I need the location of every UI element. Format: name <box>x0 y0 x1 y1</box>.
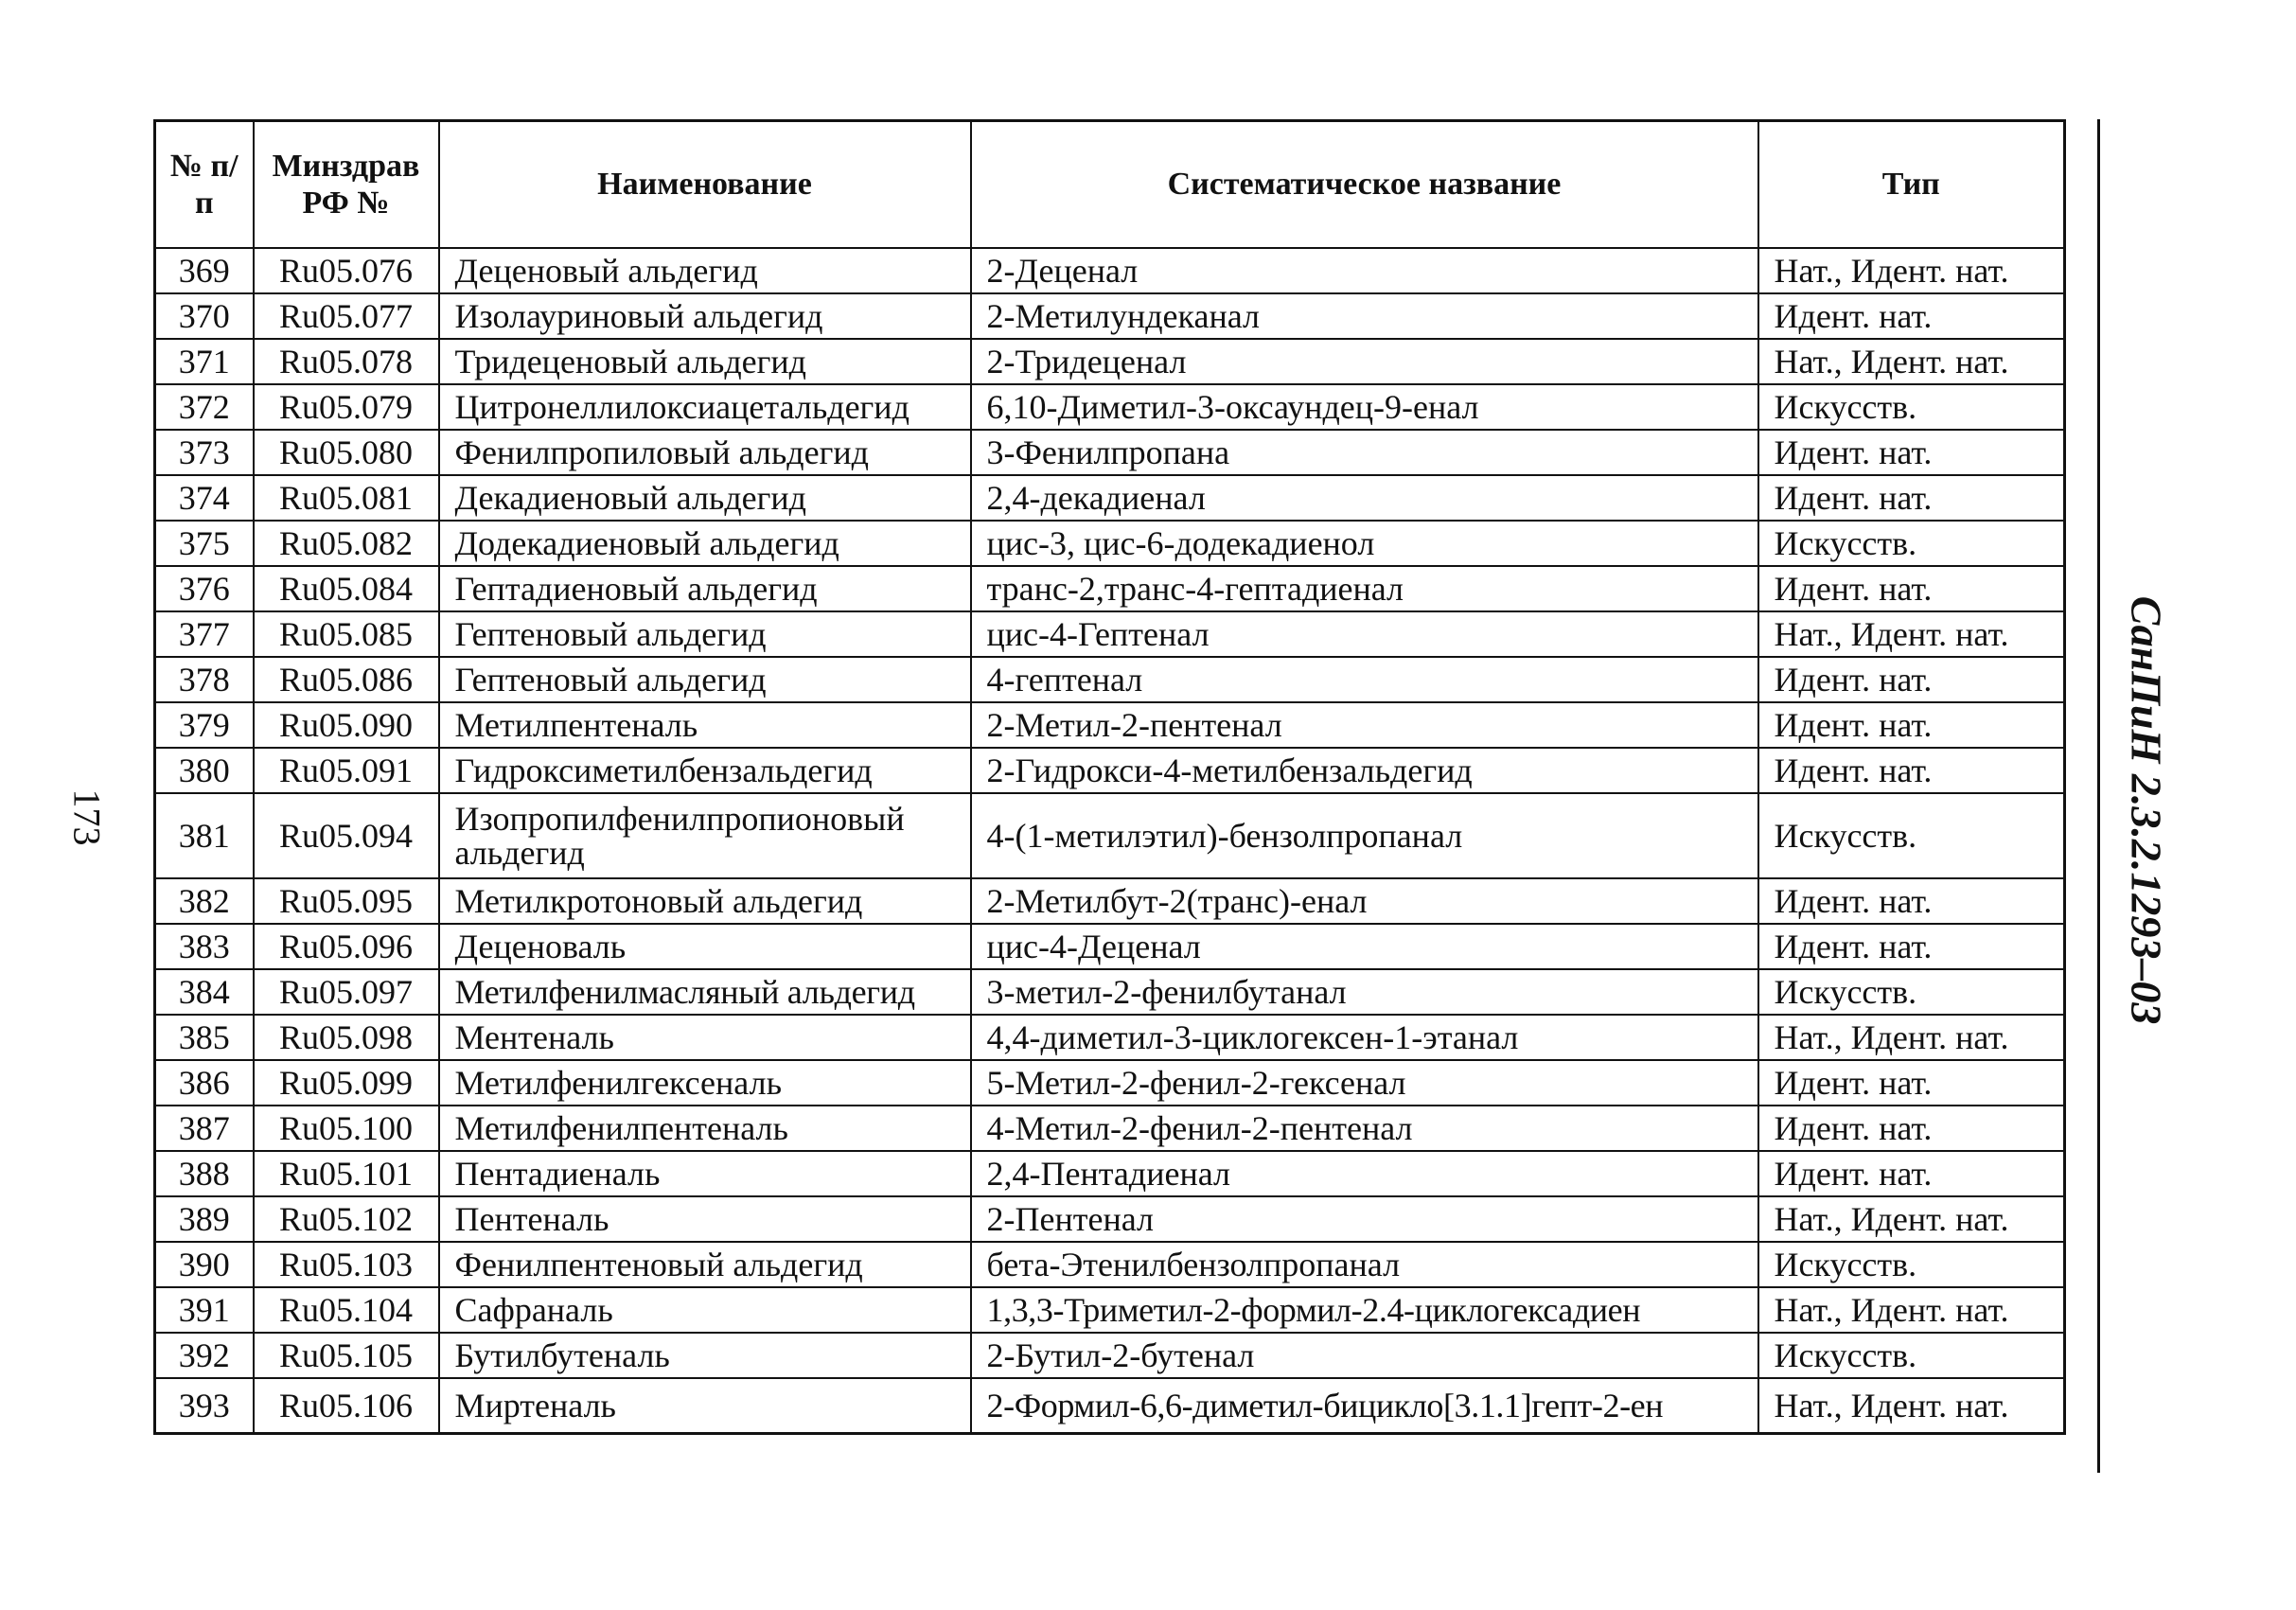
cell-type: Идент. нат. <box>1758 430 2065 475</box>
cell-id: Ru05.086 <box>254 657 439 702</box>
cell-id: Ru05.102 <box>254 1196 439 1242</box>
cell-systematic: 3-Фенилпропана <box>971 430 1758 475</box>
cell-name: Гептеновый альдегид <box>439 611 971 657</box>
cell-name: Метилфенилгексеналь <box>439 1060 971 1106</box>
cell-name: Фенилпропиловый альдегид <box>439 430 971 475</box>
cell-systematic: 2-Тридеценал <box>971 339 1758 384</box>
cell-num: 371 <box>155 339 254 384</box>
cell-num: 389 <box>155 1196 254 1242</box>
cell-num: 379 <box>155 702 254 748</box>
cell-num: 386 <box>155 1060 254 1106</box>
cell-systematic: цис-4-Деценал <box>971 924 1758 969</box>
cell-type: Искусств. <box>1758 384 2065 430</box>
table-row <box>155 339 2065 384</box>
cell-name: Сафраналь <box>439 1287 971 1333</box>
cell-systematic: 4-Метил-2-фенил-2-пентенал <box>971 1106 1758 1151</box>
cell-id: Ru05.081 <box>254 475 439 521</box>
cell-type: Идент. нат. <box>1758 924 2065 969</box>
substances-table <box>153 119 2066 1435</box>
cell-num: 369 <box>155 248 254 293</box>
header-name: Наименование <box>439 121 971 249</box>
cell-type: Идент. нат. <box>1758 1106 2065 1151</box>
cell-systematic: 1,3,3-Триметил-2-формил-2.4-циклогексадиен <box>971 1287 1758 1333</box>
cell-type: Искусств. <box>1758 969 2065 1015</box>
cell-name: Метилфенилпентеналь <box>439 1106 971 1151</box>
cell-systematic: 2,4-Пентадиенал <box>971 1151 1758 1196</box>
table-header-row <box>155 121 2065 249</box>
table-row <box>155 1106 2065 1151</box>
table-row <box>155 248 2065 293</box>
table-row <box>155 878 2065 924</box>
cell-systematic: 4-гептенал <box>971 657 1758 702</box>
cell-num: 384 <box>155 969 254 1015</box>
cell-num: 372 <box>155 384 254 430</box>
cell-name: Пентеналь <box>439 1196 971 1242</box>
cell-num: 383 <box>155 924 254 969</box>
cell-name: Пентадиеналь <box>439 1151 971 1196</box>
cell-id: Ru05.095 <box>254 878 439 924</box>
cell-systematic: 2-Бутил-2-бутенал <box>971 1333 1758 1378</box>
table-row <box>155 657 2065 702</box>
cell-id: Ru05.103 <box>254 1242 439 1287</box>
cell-id: Ru05.100 <box>254 1106 439 1151</box>
table-row <box>155 293 2065 339</box>
cell-name: Бутилбутеналь <box>439 1333 971 1378</box>
cell-name: Тридеценовый альдегид <box>439 339 971 384</box>
cell-name: Изопропилфенилпропионовый альдегид <box>439 793 971 878</box>
cell-num: 391 <box>155 1287 254 1333</box>
cell-id: Ru05.099 <box>254 1060 439 1106</box>
cell-systematic: 2-Формил-6,6-диметил-бицикло[3.1.1]гепт-2-ен <box>971 1378 1758 1434</box>
cell-type: Идент. нат. <box>1758 566 2065 611</box>
table-row <box>155 1060 2065 1106</box>
cell-name: Гептадиеновый альдегид <box>439 566 971 611</box>
running-title-text: СанПиН 2.3.2.1293–03 <box>2122 595 2171 1025</box>
cell-num: 374 <box>155 475 254 521</box>
cell-name: Изолауриновый альдегид <box>439 293 971 339</box>
cell-name: Декадиеновый альдегид <box>439 475 971 521</box>
cell-name: Ментеналь <box>439 1015 971 1060</box>
cell-name: Цитронеллилоксиацетальдегид <box>439 384 971 430</box>
cell-name: Фенилпентеновый альдегид <box>439 1242 971 1287</box>
cell-type: Идент. нат. <box>1758 293 2065 339</box>
cell-num: 393 <box>155 1378 254 1434</box>
cell-id: Ru05.090 <box>254 702 439 748</box>
cell-id: Ru05.097 <box>254 969 439 1015</box>
cell-id: Ru05.077 <box>254 293 439 339</box>
cell-type: Нат., Идент. нат. <box>1758 248 2065 293</box>
cell-name: Метилпентеналь <box>439 702 971 748</box>
cell-systematic: 2-Деценал <box>971 248 1758 293</box>
cell-systematic: цис-4-Гептенал <box>971 611 1758 657</box>
table-row <box>155 924 2065 969</box>
cell-num: 373 <box>155 430 254 475</box>
cell-id: Ru05.094 <box>254 793 439 878</box>
header-minzdrav: Минздрав РФ № <box>254 121 439 249</box>
cell-systematic: бета-Этенилбензолпропанал <box>971 1242 1758 1287</box>
cell-type: Идент. нат. <box>1758 1060 2065 1106</box>
cell-id: Ru05.106 <box>254 1378 439 1434</box>
cell-id: Ru05.084 <box>254 566 439 611</box>
cell-id: Ru05.076 <box>254 248 439 293</box>
cell-systematic: 2-Пентенал <box>971 1196 1758 1242</box>
table-row <box>155 430 2065 475</box>
header-num: № п/п <box>155 121 254 249</box>
cell-num: 375 <box>155 521 254 566</box>
cell-name: Деценовый альдегид <box>439 248 971 293</box>
cell-type: Идент. нат. <box>1758 475 2065 521</box>
cell-id: Ru05.098 <box>254 1015 439 1060</box>
cell-type: Искусств. <box>1758 521 2065 566</box>
cell-name: Гептеновый альдегид <box>439 657 971 702</box>
cell-name: Миртеналь <box>439 1378 971 1434</box>
page-number: 173 <box>65 788 109 846</box>
table-row <box>155 611 2065 657</box>
cell-systematic: 4-(1-метилэтил)-бензолпропанал <box>971 793 1758 878</box>
cell-type: Искусств. <box>1758 1333 2065 1378</box>
cell-id: Ru05.091 <box>254 748 439 793</box>
cell-num: 390 <box>155 1242 254 1287</box>
table-row <box>155 1287 2065 1333</box>
cell-type: Нат., Идент. нат. <box>1758 1287 2065 1333</box>
table-row <box>155 384 2065 430</box>
cell-systematic: 2-Гидрокси-4-метилбензальдегид <box>971 748 1758 793</box>
cell-num: 381 <box>155 793 254 878</box>
table-row <box>155 1333 2065 1378</box>
cell-type: Идент. нат. <box>1758 748 2065 793</box>
cell-type: Нат., Идент. нат. <box>1758 1015 2065 1060</box>
cell-type: Нат., Идент. нат. <box>1758 1196 2065 1242</box>
header-systematic: Систематическое название <box>971 121 1758 249</box>
cell-systematic: 6,10-Диметил-3-оксаундец-9-енал <box>971 384 1758 430</box>
cell-num: 376 <box>155 566 254 611</box>
cell-systematic: 2,4-декадиенал <box>971 475 1758 521</box>
cell-id: Ru05.101 <box>254 1151 439 1196</box>
table-row <box>155 702 2065 748</box>
table-row <box>155 566 2065 611</box>
cell-id: Ru05.079 <box>254 384 439 430</box>
cell-id: Ru05.104 <box>254 1287 439 1333</box>
cell-id: Ru05.082 <box>254 521 439 566</box>
table-row <box>155 793 2065 878</box>
cell-type: Искусств. <box>1758 1242 2065 1287</box>
table-row <box>155 1242 2065 1287</box>
cell-systematic: транс-2,транс-4-гептадиенал <box>971 566 1758 611</box>
cell-systematic: 3-метил-2-фенилбутанал <box>971 969 1758 1015</box>
cell-type: Идент. нат. <box>1758 1151 2065 1196</box>
cell-num: 380 <box>155 748 254 793</box>
table-row <box>155 475 2065 521</box>
cell-num: 385 <box>155 1015 254 1060</box>
cell-systematic: цис-3, цис-6-додекадиенол <box>971 521 1758 566</box>
cell-name: Гидроксиметилбензальдегид <box>439 748 971 793</box>
cell-type: Идент. нат. <box>1758 657 2065 702</box>
cell-type: Идент. нат. <box>1758 878 2065 924</box>
table-row <box>155 1015 2065 1060</box>
table-row <box>155 1378 2065 1434</box>
cell-name: Метилфенилмасляный альдегид <box>439 969 971 1015</box>
table-row <box>155 969 2065 1015</box>
cell-id: Ru05.085 <box>254 611 439 657</box>
cell-name: Додекадиеновый альдегид <box>439 521 971 566</box>
cell-type: Нат., Идент. нат. <box>1758 339 2065 384</box>
cell-num: 382 <box>155 878 254 924</box>
cell-num: 377 <box>155 611 254 657</box>
cell-id: Ru05.078 <box>254 339 439 384</box>
cell-type: Нат., Идент. нат. <box>1758 1378 2065 1434</box>
cell-name: Деценоваль <box>439 924 971 969</box>
cell-num: 378 <box>155 657 254 702</box>
cell-id: Ru05.105 <box>254 1333 439 1378</box>
cell-systematic: 2-Метилбут-2(транс)-енал <box>971 878 1758 924</box>
table-row <box>155 748 2065 793</box>
table-row <box>155 1151 2065 1196</box>
cell-type: Нат., Идент. нат. <box>1758 611 2065 657</box>
cell-id: Ru05.080 <box>254 430 439 475</box>
cell-systematic: 2-Метил-2-пентенал <box>971 702 1758 748</box>
cell-num: 388 <box>155 1151 254 1196</box>
cell-num: 392 <box>155 1333 254 1378</box>
table-row <box>155 521 2065 566</box>
cell-systematic: 2-Метилундеканал <box>971 293 1758 339</box>
cell-type: Идент. нат. <box>1758 702 2065 748</box>
side-rule <box>2097 119 2100 1473</box>
cell-systematic: 5-Метил-2-фенил-2-гексенал <box>971 1060 1758 1106</box>
cell-num: 387 <box>155 1106 254 1151</box>
cell-systematic: 4,4-диметил-3-циклогексен-1-этанал <box>971 1015 1758 1060</box>
cell-name: Метилкротоновый альдегид <box>439 878 971 924</box>
cell-id: Ru05.096 <box>254 924 439 969</box>
header-type: Тип <box>1758 121 2065 249</box>
cell-type: Искусств. <box>1758 793 2065 878</box>
cell-num: 370 <box>155 293 254 339</box>
table-row <box>155 1196 2065 1242</box>
